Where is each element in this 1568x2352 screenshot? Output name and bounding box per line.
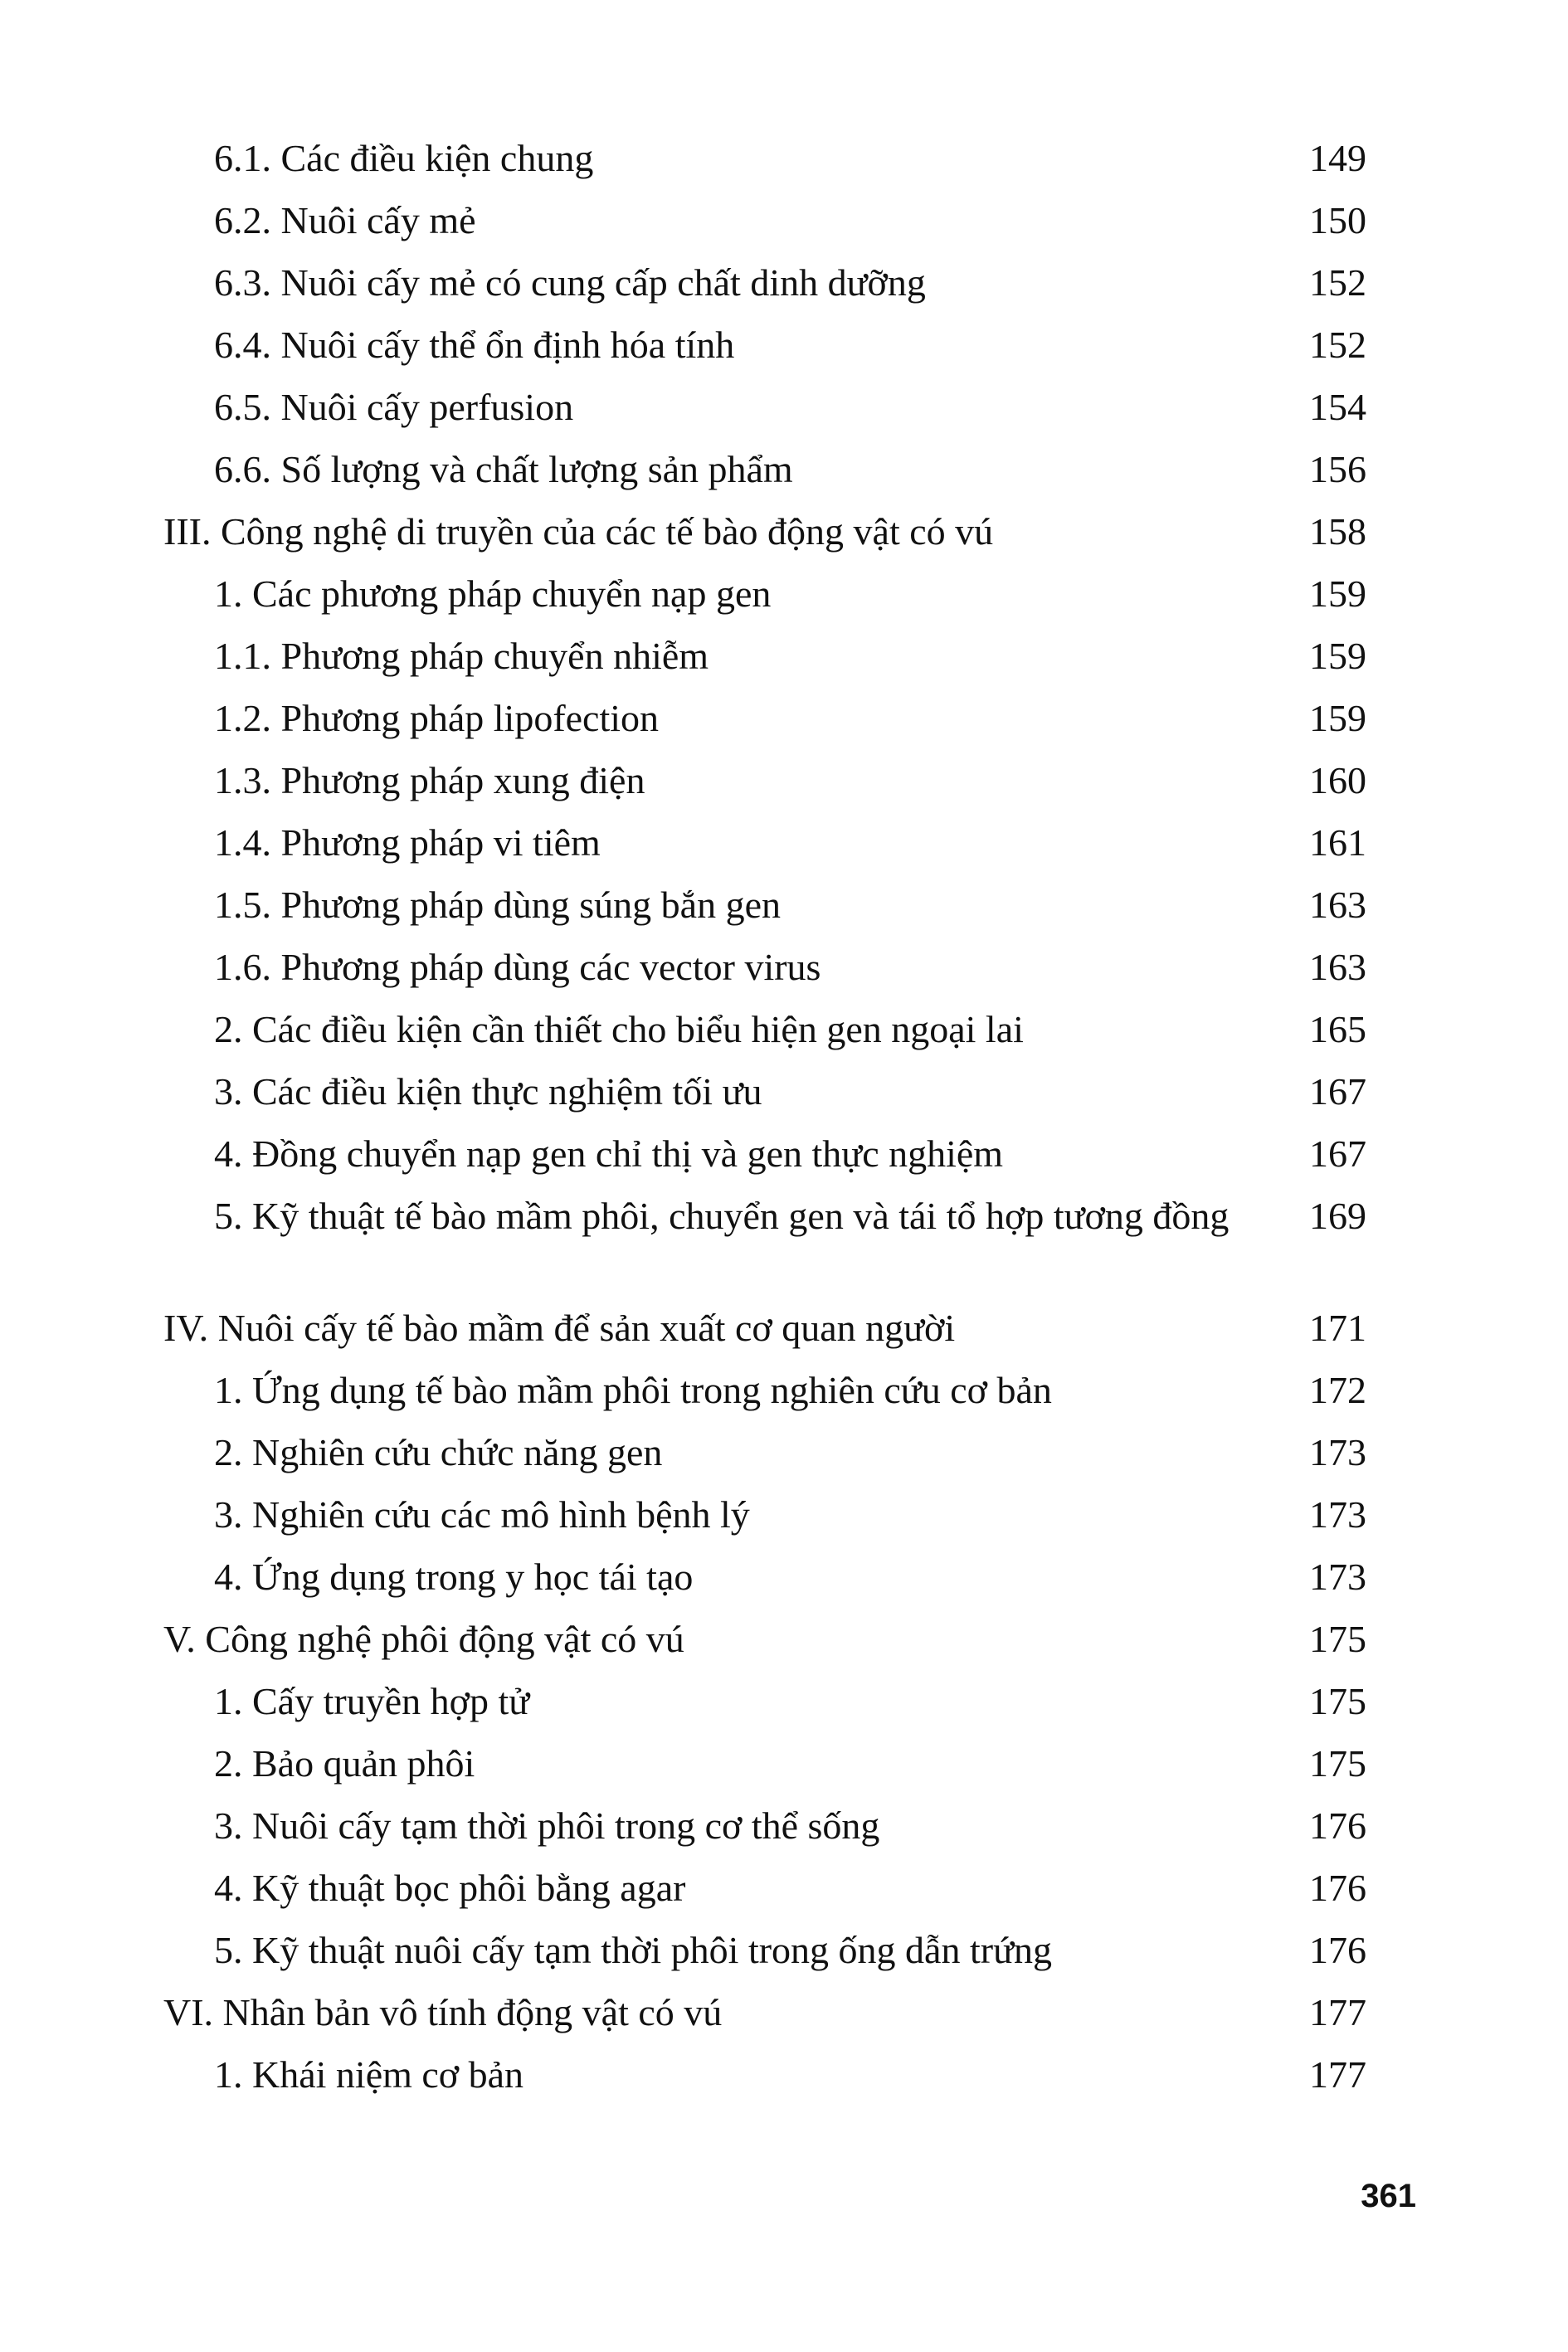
toc-entry-title: 3. Các điều kiện thực nghiệm tối ưu — [214, 1070, 762, 1113]
toc-entry-page: 163 — [1309, 884, 1366, 926]
toc-entry-page: 172 — [1309, 1369, 1366, 1411]
toc-entry-title: V. Công nghệ phôi động vật có vú — [163, 1618, 684, 1660]
toc-entry-page: 173 — [1309, 1431, 1366, 1473]
toc-entry-title: 6.1. Các điều kiện chung — [214, 137, 594, 179]
toc-entry-title: 6.4. Nuôi cấy thể ổn định hóa tính — [214, 324, 735, 366]
toc-entry-page: 152 — [1309, 261, 1366, 304]
toc-entry-title: 1.4. Phương pháp vi tiêm — [214, 821, 601, 864]
toc-entry-page: 167 — [1309, 1070, 1366, 1113]
toc-entry-page: 175 — [1309, 1680, 1366, 1722]
toc-entry-page: 177 — [1309, 2053, 1366, 2096]
toc-entry-page: 171 — [1309, 1307, 1366, 1349]
toc-entry-page: 177 — [1309, 1991, 1366, 2033]
toc-entry-page: 173 — [1309, 1493, 1366, 1536]
toc-entry-title: 1.2. Phương pháp lipofection — [214, 697, 660, 739]
toc-entry-title: 1. Ứng dụng tế bào mầm phôi trong nghiên cứu cơ bản — [214, 1369, 1052, 1411]
toc-entry-title: 2. Các điều kiện cần thiết cho biểu hiện gen ngoại lai — [214, 1008, 1024, 1050]
toc-entry-page: 176 — [1309, 1804, 1366, 1847]
toc-entry-title: 1.1. Phương pháp chuyển nhiễm — [214, 635, 709, 677]
toc-entry-page: 154 — [1309, 386, 1366, 428]
toc-entry-page: 161 — [1309, 821, 1366, 864]
toc-entry-page: 159 — [1309, 697, 1366, 739]
toc-entry-page: 150 — [1309, 199, 1366, 241]
toc-entry-title: 3. Nghiên cứu các mô hình bệnh lý — [214, 1493, 750, 1536]
toc-entry-page: 175 — [1309, 1742, 1366, 1785]
toc-entry-title: VI. Nhân bản vô tính động vật có vú — [163, 1991, 723, 2033]
toc-entry-title: 4. Ứng dụng trong y học tái tạo — [214, 1556, 694, 1598]
toc-entry-title: 5. Kỹ thuật tế bào mầm phôi, chuyển gen và tái tổ hợp tương đồng — [214, 1195, 1230, 1237]
toc-entry-title: 6.6. Số lượng và chất lượng sản phẩm — [214, 448, 793, 490]
toc-entry-page: 149 — [1309, 137, 1366, 179]
toc-entry-title: 5. Kỹ thuật nuôi cấy tạm thời phôi trong ống dẫn trứng — [214, 1929, 1053, 1971]
toc-entry-page: 167 — [1309, 1132, 1366, 1175]
toc-entry-page: 163 — [1309, 946, 1366, 988]
toc-entry-page: 159 — [1309, 572, 1366, 615]
toc-entry-page: 176 — [1309, 1929, 1366, 1971]
toc-entry-page: 152 — [1309, 324, 1366, 366]
toc-entry-page: 160 — [1309, 759, 1366, 801]
toc-entry-title: 1. Cấy truyền hợp tử — [214, 1680, 530, 1722]
toc-entry-title: IV. Nuôi cấy tế bào mầm để sản xuất cơ quan người — [163, 1307, 956, 1349]
page-number: 361 — [1361, 2178, 1416, 2214]
toc-entry-title: 1.5. Phương pháp dùng súng bắn gen — [214, 884, 781, 926]
toc-entry-title: 6.2. Nuôi cấy mẻ — [214, 199, 476, 241]
toc-entry-title: 1. Các phương pháp chuyển nạp gen — [214, 572, 772, 615]
toc-entry-title: 1.3. Phương pháp xung điện — [214, 759, 645, 801]
toc-entry-page: 165 — [1309, 1008, 1366, 1050]
toc-entry-title: 2. Bảo quản phôi — [214, 1742, 475, 1785]
toc-entry-page: 175 — [1309, 1618, 1366, 1660]
toc-entry-page: 159 — [1309, 635, 1366, 677]
toc-entry-page: 173 — [1309, 1556, 1366, 1598]
toc-entry-title: 6.3. Nuôi cấy mẻ có cung cấp chất dinh dưỡng — [214, 261, 926, 304]
toc-entry-page: 176 — [1309, 1867, 1366, 1909]
toc-entry-title: 1.6. Phương pháp dùng các vector virus — [214, 946, 821, 988]
toc-entry-title: 3. Nuôi cấy tạm thời phôi trong cơ thể sống — [214, 1804, 880, 1847]
toc-entry-title: 1. Khái niệm cơ bản — [214, 2053, 524, 2096]
toc-entry-title: 4. Kỹ thuật bọc phôi bằng agar — [214, 1867, 686, 1909]
toc-entry-title: III. Công nghệ di truyền của các tế bào động vật có vú — [163, 510, 994, 553]
toc-entry-page: 156 — [1309, 448, 1366, 490]
toc-entry-title: 6.5. Nuôi cấy perfusion — [214, 386, 574, 428]
toc-entry-page: 169 — [1309, 1195, 1366, 1237]
toc-entry-title: 2. Nghiên cứu chức năng gen — [214, 1431, 663, 1473]
toc-entry-page: 158 — [1309, 510, 1366, 553]
toc-entry-title: 4. Đồng chuyển nạp gen chỉ thị và gen thực nghiệm — [214, 1132, 1004, 1175]
